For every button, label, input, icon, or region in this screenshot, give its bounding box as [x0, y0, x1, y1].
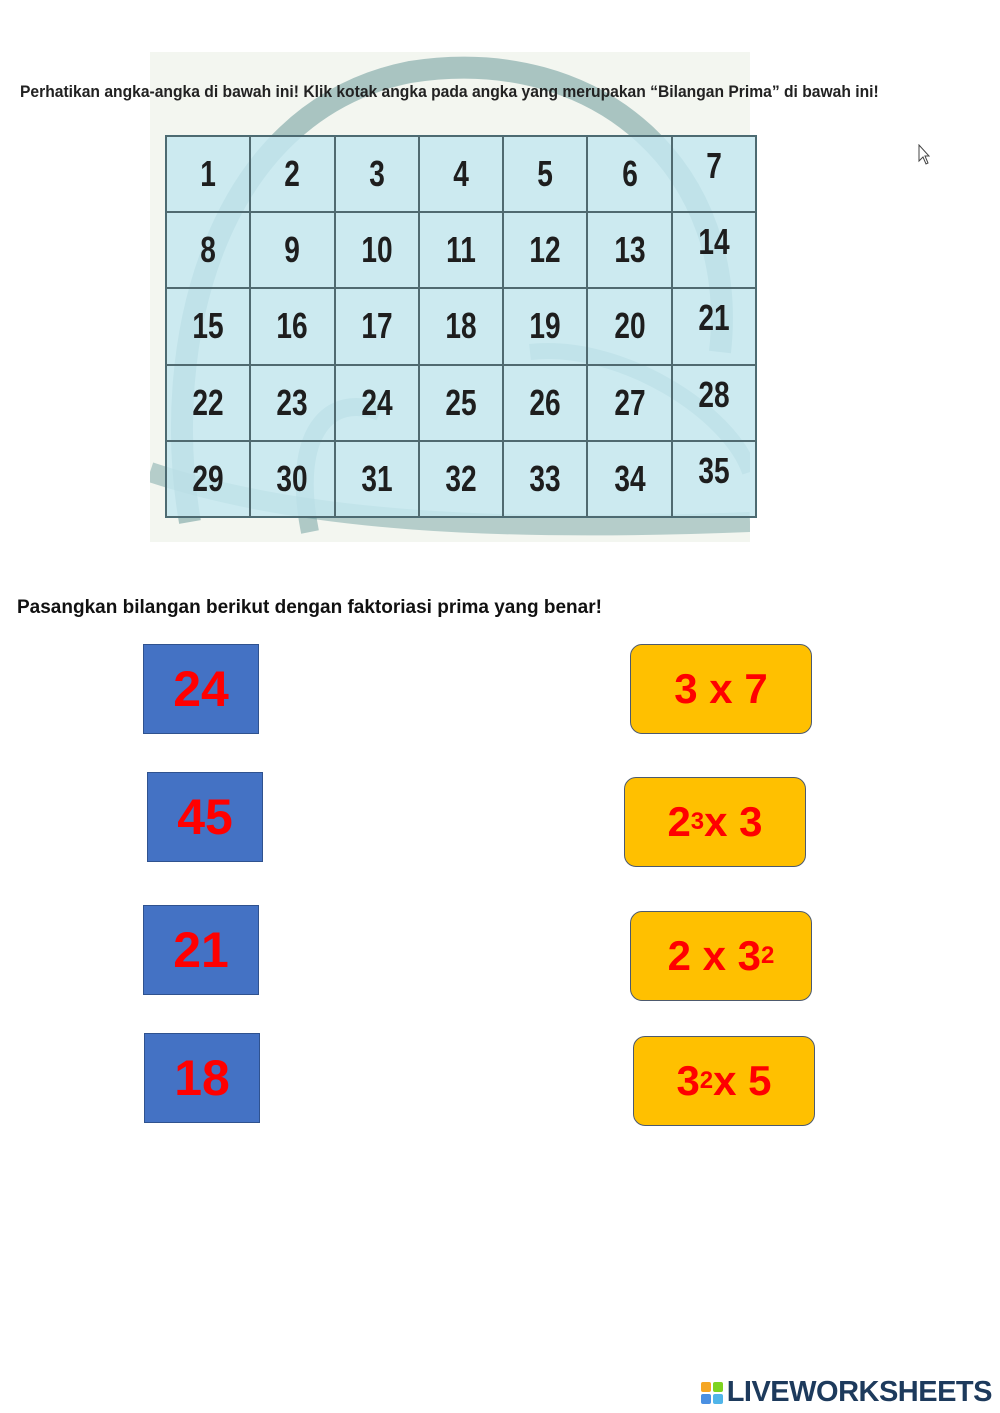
factorization-card-2cube-x3[interactable]: 2 3 x 3 [624, 777, 806, 867]
grid-cell-number: 22 [192, 381, 224, 423]
mouse-cursor-icon [918, 144, 930, 166]
grid-cell-13[interactable] [587, 212, 671, 288]
grid-cell-number: 32 [445, 457, 477, 499]
grid-cell-number: 26 [529, 381, 561, 423]
grid-cell-number: 2 [284, 153, 301, 195]
grid-cell-35[interactable] [672, 441, 756, 517]
grid-cell-number: 16 [276, 305, 309, 347]
grid-cell-3[interactable] [335, 136, 419, 212]
grid-cell-20[interactable] [587, 288, 671, 364]
grid-cell-number: 27 [613, 381, 646, 423]
grid-cell-8[interactable] [166, 212, 250, 288]
grid-cell-number: 25 [445, 381, 477, 423]
matching-instruction: Pasangkan bilangan berikut dengan faktoriasi prima yang benar! [17, 597, 602, 618]
grid-cell-number: 21 [698, 297, 730, 339]
grid-cell-number: 18 [445, 305, 477, 347]
grid-cell-33[interactable] [503, 441, 587, 517]
grid-cell-6[interactable] [587, 136, 671, 212]
factorization-card-2x3sq[interactable]: 2 x 3 2 [630, 911, 812, 1001]
grid-cell-number: 4 [453, 153, 469, 195]
number-card-45[interactable]: 45 [147, 772, 263, 862]
grid-cell-28[interactable] [672, 365, 756, 441]
grid-cell-21[interactable] [672, 288, 756, 364]
prime-number-grid [165, 135, 757, 518]
grid-cell-25[interactable] [419, 365, 503, 441]
grid-cell-number: 6 [621, 153, 638, 195]
logo-square [713, 1382, 723, 1392]
grid-cell-number: 28 [698, 373, 730, 415]
grid-cell-number: 10 [361, 229, 393, 271]
grid-cell-number: 20 [613, 305, 646, 347]
grid-cell-22[interactable] [166, 365, 250, 441]
number-card-24[interactable]: 24 [143, 644, 259, 734]
brand-name: LIVEWORKSHEETS [726, 1376, 992, 1408]
liveworksheets-logo-icon [701, 1382, 723, 1404]
prime-instruction: Perhatikan angka-angka di bawah ini! Klik kotak angka pada angka yang merupakan “Bilangan Prima” di bawah ini! [20, 82, 879, 101]
grid-cell-number: 11 [446, 229, 476, 271]
grid-cell-number: 13 [613, 229, 646, 271]
grid-cell-number: 12 [529, 229, 561, 271]
grid-cell-number: 33 [529, 457, 561, 499]
grid-cell-18[interactable] [419, 288, 503, 364]
grid-cell-5[interactable] [503, 136, 587, 212]
factorization-card-3sq-x5[interactable]: 3 2 x 5 [633, 1036, 815, 1126]
grid-cell-7[interactable] [672, 136, 756, 212]
grid-cell-16[interactable] [250, 288, 334, 364]
factorization-card-3x7[interactable]: 3 x 7 [630, 644, 812, 734]
grid-cell-23[interactable] [250, 365, 334, 441]
grid-cell-4[interactable] [419, 136, 503, 212]
grid-cell-number: 7 [706, 145, 722, 187]
grid-cell-15[interactable] [166, 288, 250, 364]
grid-cell-number: 15 [192, 305, 224, 347]
grid-cell-number: 17 [361, 305, 393, 347]
grid-cell-24[interactable] [335, 365, 419, 441]
grid-cell-30[interactable] [250, 441, 334, 517]
grid-cell-2[interactable] [250, 136, 334, 212]
grid-cell-10[interactable] [335, 212, 419, 288]
logo-square [701, 1394, 711, 1404]
logo-square [701, 1382, 711, 1392]
grid-cell-number: 9 [284, 229, 301, 271]
grid-cell-number: 19 [529, 305, 561, 347]
grid-cell-12[interactable] [503, 212, 587, 288]
grid-cell-17[interactable] [335, 288, 419, 364]
grid-cell-19[interactable] [503, 288, 587, 364]
grid-cell-29[interactable] [166, 441, 250, 517]
grid-cell-1[interactable] [166, 136, 250, 212]
grid-cell-number: 5 [537, 153, 554, 195]
grid-cell-number: 35 [698, 449, 730, 491]
grid-cell-14[interactable] [672, 212, 756, 288]
grid-cell-number: 14 [698, 221, 730, 263]
grid-cell-number: 1 [200, 153, 216, 195]
grid-cell-number: 23 [276, 381, 309, 423]
grid-cell-34[interactable] [587, 441, 671, 517]
grid-cell-number: 34 [613, 457, 646, 499]
liveworksheets-brand [701, 1376, 992, 1409]
grid-cell-number: 29 [192, 457, 224, 499]
logo-square [713, 1394, 723, 1404]
grid-cell-27[interactable] [587, 365, 671, 441]
grid-cell-26[interactable] [503, 365, 587, 441]
grid-cell-9[interactable] [250, 212, 334, 288]
grid-cell-32[interactable] [419, 441, 503, 517]
grid-cell-number: 8 [200, 229, 216, 271]
grid-cell-number: 3 [368, 153, 385, 195]
number-card-18[interactable]: 18 [144, 1033, 260, 1123]
grid-cell-11[interactable] [419, 212, 503, 288]
number-card-21[interactable]: 21 [143, 905, 259, 995]
grid-cell-31[interactable] [335, 441, 419, 517]
grid-cell-number: 24 [361, 381, 393, 423]
grid-cell-number: 31 [361, 457, 393, 499]
grid-cell-number: 30 [276, 457, 309, 499]
